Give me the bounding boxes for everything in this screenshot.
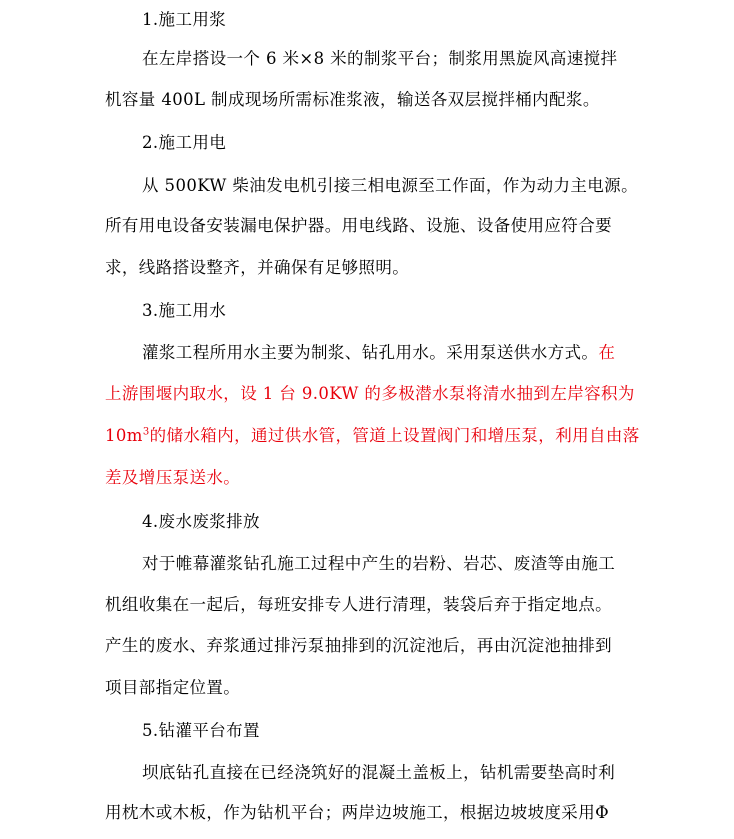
section-3-line-1 xyxy=(142,341,660,365)
section-2-line-3: 求，线路搭设整齐，并确保有足够照明。 xyxy=(105,258,410,277)
section-3-line-3-rest: 的储水箱内，通过供水管，管道上设置阀门和增压泵，利用自由落 xyxy=(149,426,640,445)
section-1-heading: 1.施工用浆 xyxy=(142,10,227,29)
section-1-line-1: 在左岸搭设一个 6 米×8 米的制浆平台；制浆用黑旋风高速搅拌 xyxy=(142,49,618,68)
section-3-line-2: 上游围堰内取水，设 1 台 9.0KW 的多极潜水泵将清水抽到左岸容积为 xyxy=(105,384,635,403)
volume-exponent: 3 xyxy=(142,426,150,438)
section-3-line-4: 差及增压泵送水。 xyxy=(105,468,241,487)
section-1-line-2: 机容量 400L 制成现场所需标准浆液，输送各双层搅拌桶内配浆。 xyxy=(105,90,600,109)
section-4-heading: 4.废水废浆排放 xyxy=(142,512,260,531)
section-3-line-1-red: 在 xyxy=(598,343,616,362)
section-3-line-3 xyxy=(105,424,660,448)
section-2-line-1: 从 500KW 柴油发电机引接三相电源至工作面，作为动力主电源。 xyxy=(142,176,638,195)
volume-value: 10m xyxy=(105,426,143,445)
section-4-line-4: 项目部指定位置。 xyxy=(105,678,241,697)
section-2-heading: 2.施工用电 xyxy=(142,133,227,152)
section-2-line-2: 所有用电设备安装漏电保护器。用电线路、设施、设备使用应符合要 xyxy=(105,216,612,235)
section-5-line-2: 用枕木或木板，作为钻机平台；两岸边坡施工，根据边坡坡度采用Φ xyxy=(105,803,610,822)
section-3-line-1-black: 灌浆工程所用水主要为制浆、钻孔用水。采用泵送供水方式。 xyxy=(142,343,599,362)
section-4-line-1: 对于帷幕灌浆钻孔施工过程中产生的岩粉、岩芯、废渣等由施工 xyxy=(142,554,616,573)
section-5-heading: 5.钻灌平台布置 xyxy=(142,721,260,740)
section-4-line-2: 机组收集在一起后，每班安排专人进行清理，装袋后弃于指定地点。 xyxy=(105,595,612,614)
section-4-line-3: 产生的废水、弃浆通过排污泵抽排到的沉淀池后，再由沉淀池抽排到 xyxy=(105,636,612,655)
section-3-heading: 3.施工用水 xyxy=(142,301,227,320)
section-5-line-1: 坝底钻孔直接在已经浇筑好的混凝土盖板上，钻机需要垫高时利 xyxy=(142,763,616,782)
